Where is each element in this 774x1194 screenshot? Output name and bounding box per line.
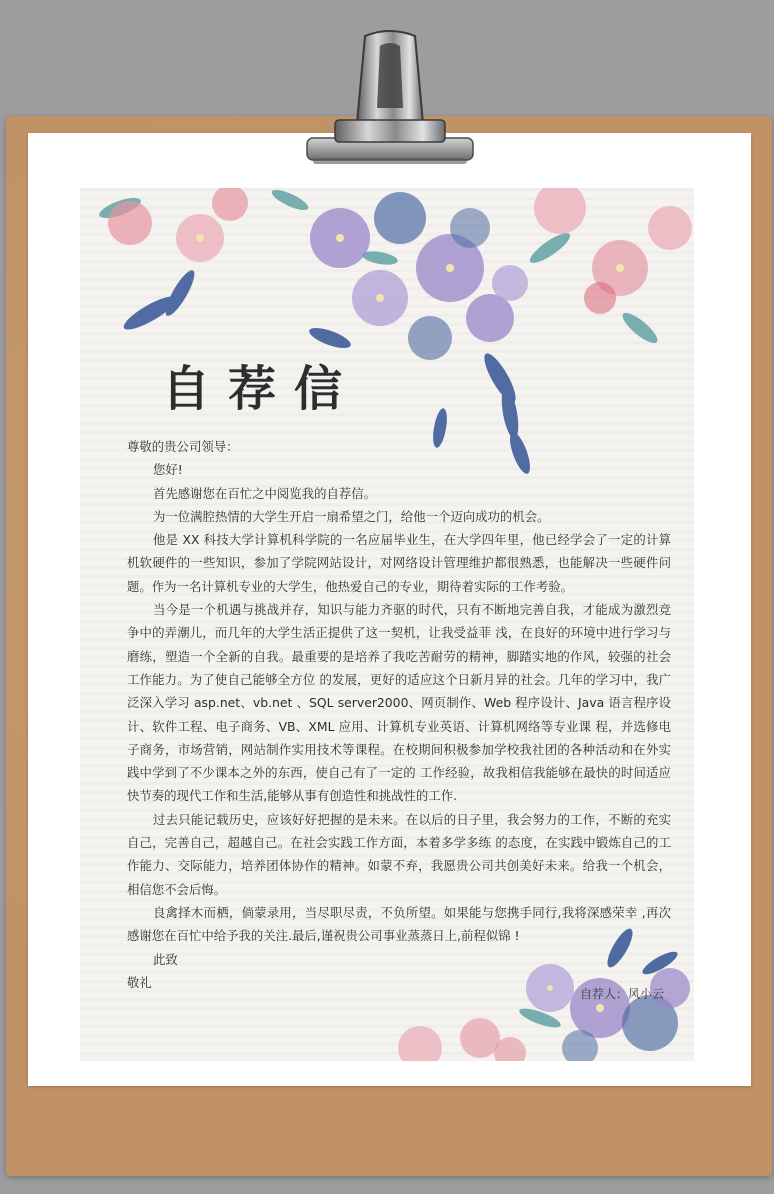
greeting: 您好! [153,462,183,478]
signature: 自荐人：风小云 [580,987,665,1001]
paragraph-4: 当今是一个机遇与挑战并存，知识与能力齐驱的时代，只有不断地完善自我，才能成为激烈竞争中的弄潮儿，而几年的大学生活正提供了这一契机，让我受益菲 浅，在良好的环境中进行学习与磨练，塑造一个全新的自我。最重要的是培养了我吃苦耐劳的精神，脚踏实地的作风，较强的社会工作能力。为了使自己能够全方位 的发展，更好的适应这个日新月异的社会。几年的学习中，我广泛深入学习 asp.net、vb.net 、SQL server2000、网页制作、Web 程序设计、Java 语言程序设计、软件工程、电子商务、VB、XML 应用、计算机专业英语、计算机网络等专业课 程，并选修电子商务，市场营销，网站制作实用技术等课程。在校期间积极参加学校我社团的各种活动和在外实践中学到了不少课本之外的东西，使自己有了一定的 工作经验，故我相信我能够在最快的时间适应快节奏的现代工作和生活,能够从事有创造性和挑战性的工作. [127,602,671,804]
letter-page [80,188,694,1061]
closing-line-1: 此致 [153,951,178,967]
paragraph-1: 首先感谢您在百忙之中阅览我的自荐信。 [153,485,377,501]
closing-line-2: 敬礼 [127,974,152,990]
paragraph-2: 为一位满腔热情的大学生开启一扇希望之门，给他一个迈向成功的机会。 [153,508,550,524]
salutation: 尊敬的贵公司领导： [127,439,239,454]
binder-clip-icon [305,28,475,178]
paragraph-5: 过去只能记载历史，应该好好把握的是未来。在以后的日子里，我会努力的工作，不断的充实自己，完善自己，超越自己。在社会实践工作方面，本着多学多练 的态度，在实践中锻炼自己的工作能力、交际能力，培养团体协作的精神。如蒙不弃，我愿贵公司共创美好未来。给我一个机会，相信您不会后悔。 [127,811,671,897]
letter-body [127,435,671,994]
paragraph-3: 他是 XX 科技大学计算机科学院的一名应届毕业生，在大学四年里，他已经学会了一定的计算机软硬件的一些知识，参加了学院网站设计，对网络设计管理维护都很熟悉，也能解决一些硬件问题。作为一名计算机专业的大学生，他热爱自己的专业，期待着实际的工作考验。 [127,532,671,594]
page-title: 自荐信 [162,361,361,417]
paragraph-6: 良禽择木而栖，倘蒙录用，当尽职尽责，不负所望。如果能与您携手同行,我将深感荣幸 ,再次感谢您在百忙中给予我的关注.最后,谨祝贵公司事业蒸蒸日上,前程似锦 ! [127,904,671,944]
